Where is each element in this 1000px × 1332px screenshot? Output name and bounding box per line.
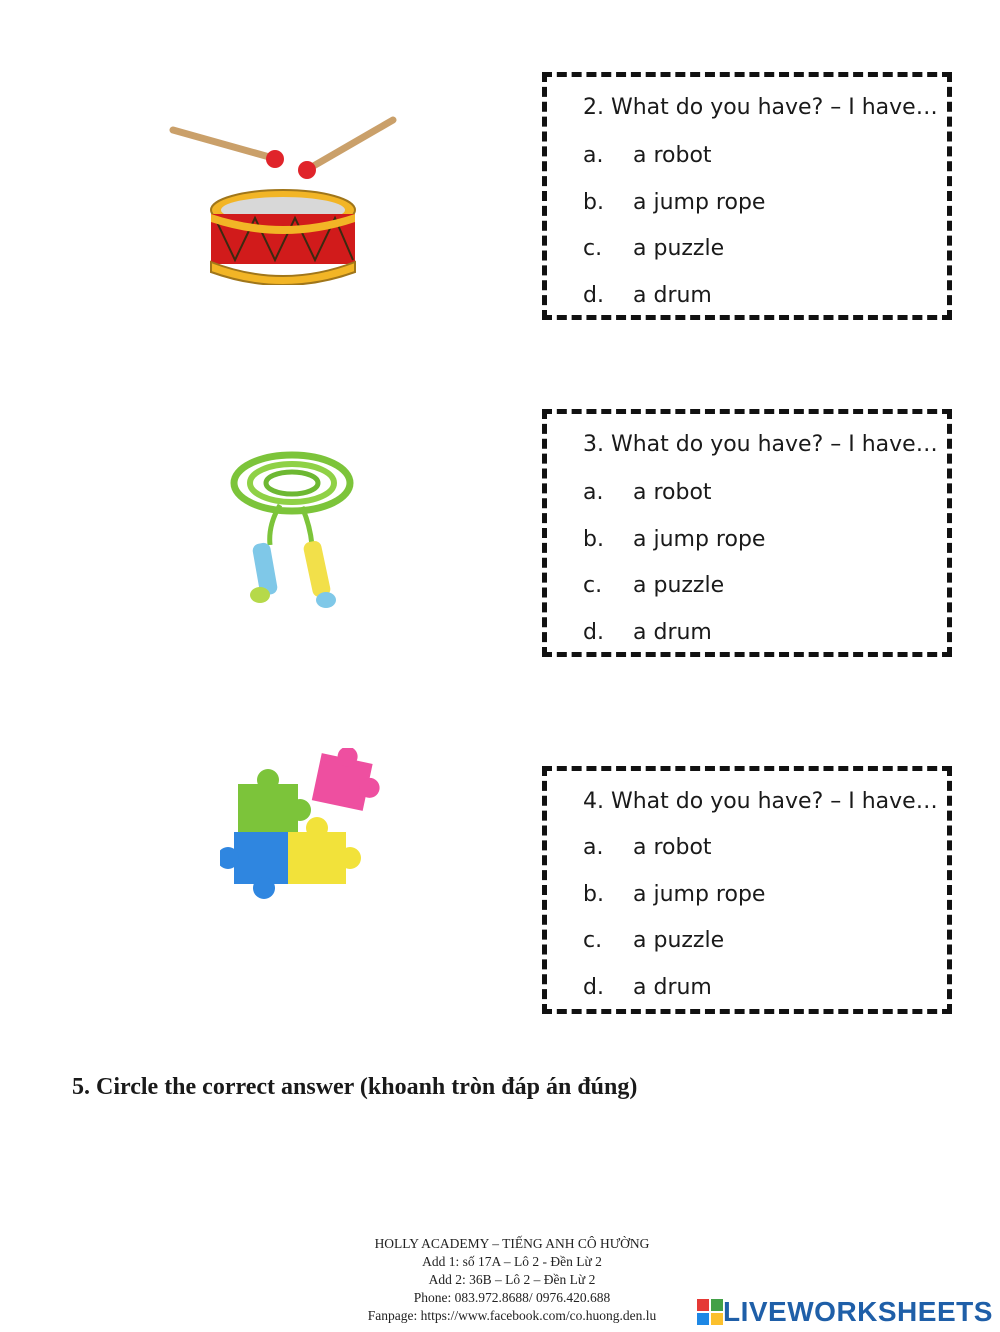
question-3-title: 3. What do you have? – I have… bbox=[583, 432, 938, 457]
question-3-option-b[interactable]: b. a jump rope bbox=[583, 527, 766, 552]
puzzle-picture bbox=[220, 748, 382, 903]
question-2-option-b[interactable]: b. a jump rope bbox=[583, 190, 766, 215]
liveworksheets-logo[interactable] bbox=[697, 1296, 993, 1328]
question-3-box bbox=[542, 409, 952, 657]
question-4-option-b[interactable]: b. a jump rope bbox=[583, 882, 766, 907]
question-4-option-a[interactable]: a. a robot bbox=[583, 835, 712, 860]
question-2-box bbox=[542, 72, 952, 320]
question-4-title: 4. What do you have? – I have… bbox=[583, 789, 938, 814]
jump-rope-picture bbox=[210, 445, 382, 617]
footer-address-1: Add 1: số 17A – Lô 2 - Đền Lừ 2 bbox=[422, 1254, 602, 1269]
footer-school-name: HOLLY ACADEMY – TIẾNG ANH CÔ HƯỜNG bbox=[374, 1236, 650, 1251]
question-4-option-c[interactable]: c. a puzzle bbox=[583, 928, 725, 953]
footer bbox=[300, 1235, 724, 1325]
question-2-option-c[interactable]: c. a puzzle bbox=[583, 236, 725, 261]
question-4-box bbox=[542, 766, 952, 1014]
footer-fanpage: Fanpage: https://www.facebook.com/co.huong.den.lu bbox=[367, 1308, 657, 1323]
section-5-title: 5. Circle the correct answer (khoanh tròn đáp án đúng) bbox=[72, 1074, 638, 1100]
question-2-title: 2. What do you have? – I have… bbox=[583, 95, 938, 120]
footer-address-2: Add 2: 36B – Lô 2 – Đền Lừ 2 bbox=[428, 1272, 596, 1287]
question-3-option-a[interactable]: a. a robot bbox=[583, 480, 712, 505]
question-2-option-a[interactable]: a. a robot bbox=[583, 143, 712, 168]
footer-phone: Phone: 083.972.8688/ 0976.420.688 bbox=[413, 1290, 611, 1305]
question-2-option-d[interactable]: d. a drum bbox=[583, 283, 712, 308]
question-4-option-d[interactable]: d. a drum bbox=[583, 975, 712, 1000]
question-3-option-c[interactable]: c. a puzzle bbox=[583, 573, 725, 598]
liveworksheets-logo-icon bbox=[697, 1299, 723, 1325]
drum-picture bbox=[165, 110, 400, 285]
question-3-option-d[interactable]: d. a drum bbox=[583, 620, 712, 645]
liveworksheets-wordmark: LIVEWORKSHEETS bbox=[723, 1296, 993, 1327]
